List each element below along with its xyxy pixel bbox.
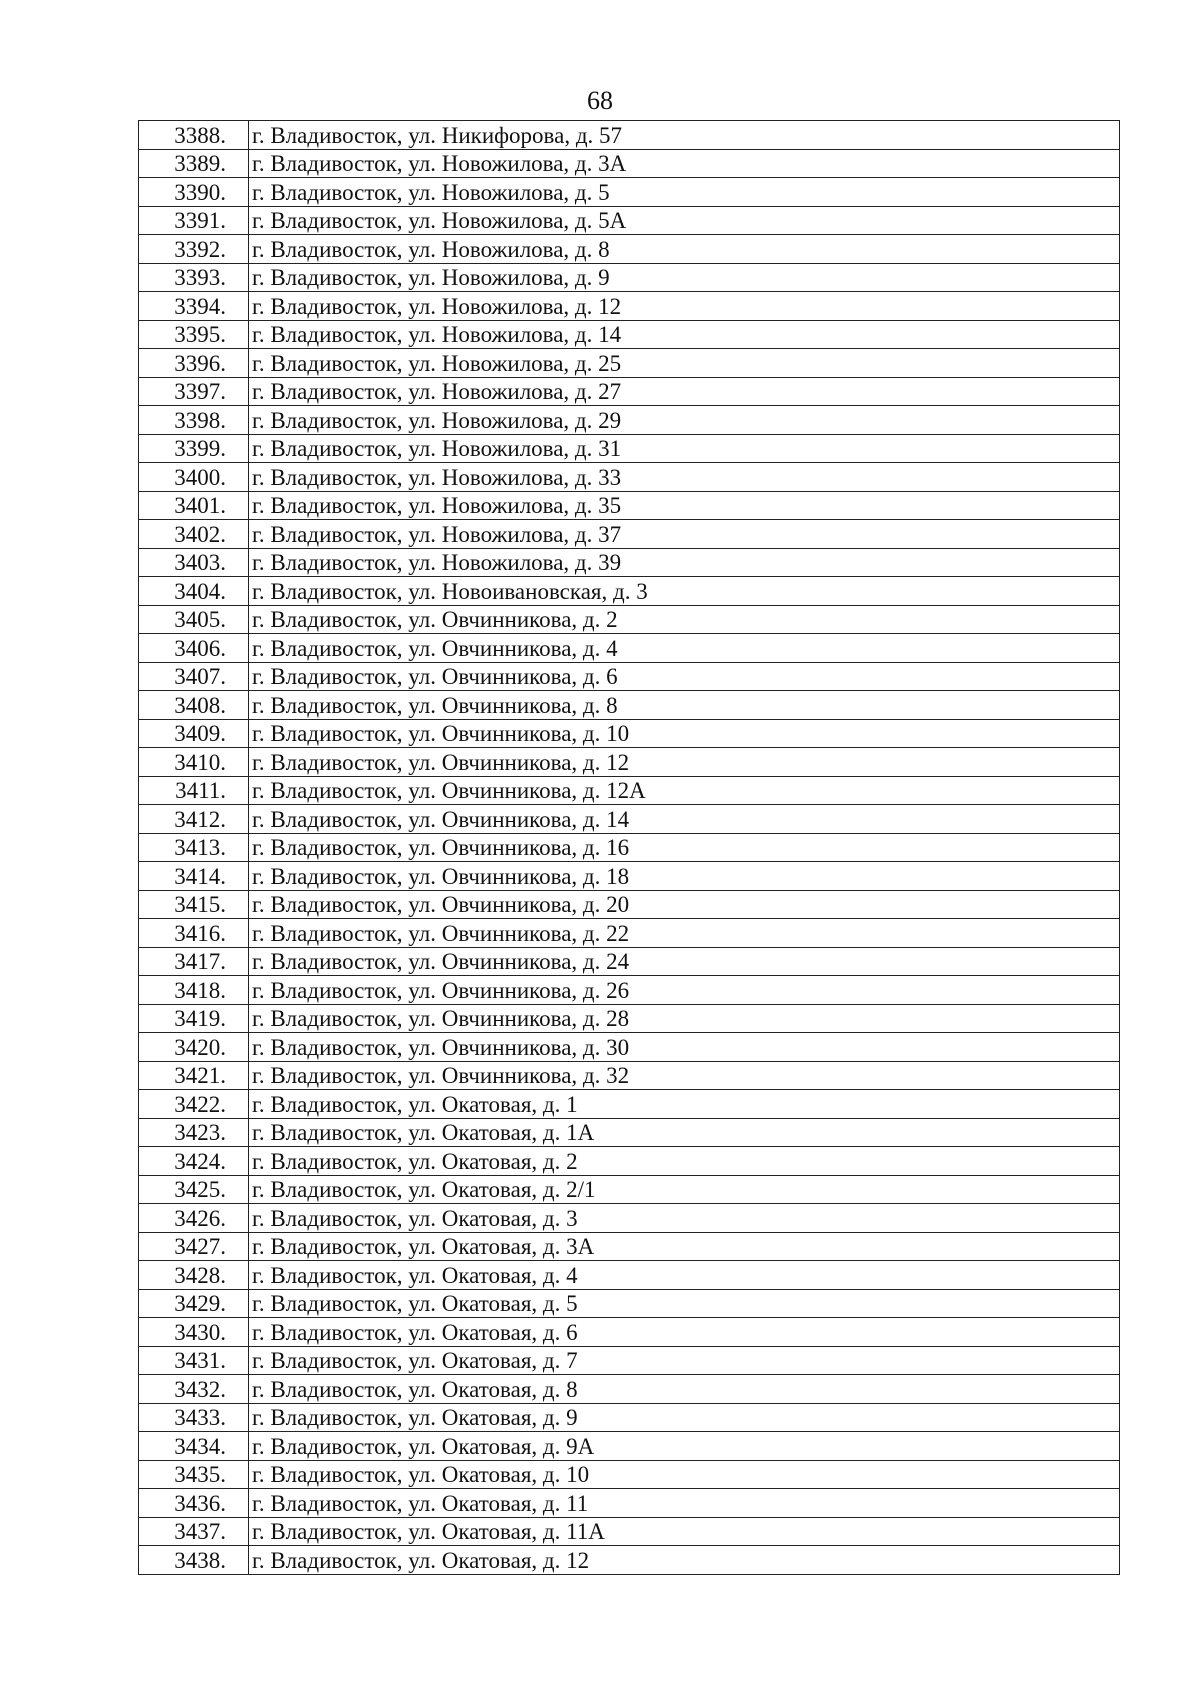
table-row [139, 776, 1120, 805]
table-row [139, 292, 1120, 321]
table-row [139, 520, 1120, 549]
row-number: 3390. [139, 178, 249, 207]
table-row [139, 748, 1120, 777]
address-table-body [139, 121, 1120, 1575]
row-number: 3411. [139, 776, 249, 805]
row-number: 3429. [139, 1289, 249, 1318]
table-row [139, 1261, 1120, 1290]
table-row [139, 1432, 1120, 1461]
row-address: г. Владивосток, ул. Новожилова, д. 39 [249, 548, 1120, 577]
row-number: 3422. [139, 1090, 249, 1119]
row-address: г. Владивосток, ул. Овчинникова, д. 10 [249, 719, 1120, 748]
row-address: г. Владивосток, ул. Овчинникова, д. 24 [249, 947, 1120, 976]
table-row [139, 691, 1120, 720]
row-number: 3388. [139, 121, 249, 150]
row-address: г. Владивосток, ул. Овчинникова, д. 26 [249, 976, 1120, 1005]
row-number: 3435. [139, 1460, 249, 1489]
row-number: 3425. [139, 1175, 249, 1204]
row-address: г. Владивосток, ул. Овчинникова, д. 12 [249, 748, 1120, 777]
table-row [139, 377, 1120, 406]
row-number: 3408. [139, 691, 249, 720]
row-number: 3402. [139, 520, 249, 549]
row-number: 3418. [139, 976, 249, 1005]
table-row [139, 1004, 1120, 1033]
row-number: 3406. [139, 634, 249, 663]
row-number: 3420. [139, 1033, 249, 1062]
row-address: г. Владивосток, ул. Окатовая, д. 10 [249, 1460, 1120, 1489]
row-number: 3403. [139, 548, 249, 577]
row-number: 3395. [139, 320, 249, 349]
row-number: 3417. [139, 947, 249, 976]
table-row [139, 1375, 1120, 1404]
table-row [139, 548, 1120, 577]
row-address: г. Владивосток, ул. Овчинникова, д. 8 [249, 691, 1120, 720]
row-address: г. Владивосток, ул. Новожилова, д. 29 [249, 406, 1120, 435]
table-row [139, 1460, 1120, 1489]
row-address: г. Владивосток, ул. Новожилова, д. 35 [249, 491, 1120, 520]
row-address: г. Владивосток, ул. Овчинникова, д. 16 [249, 833, 1120, 862]
row-number: 3433. [139, 1403, 249, 1432]
row-address: г. Владивосток, ул. Овчинникова, д. 2 [249, 605, 1120, 634]
row-address: г. Владивосток, ул. Овчинникова, д. 32 [249, 1061, 1120, 1090]
address-table [138, 120, 1120, 1575]
row-address: г. Владивосток, ул. Окатовая, д. 3А [249, 1232, 1120, 1261]
row-number: 3410. [139, 748, 249, 777]
table-row [139, 1175, 1120, 1204]
table-row [139, 1204, 1120, 1233]
table-row [139, 919, 1120, 948]
row-address: г. Владивосток, ул. Овчинникова, д. 12А [249, 776, 1120, 805]
table-row [139, 463, 1120, 492]
row-number: 3394. [139, 292, 249, 321]
table-row [139, 263, 1120, 292]
row-address: г. Владивосток, ул. Новожилова, д. 25 [249, 349, 1120, 378]
row-address: г. Владивосток, ул. Окатовая, д. 2 [249, 1147, 1120, 1176]
row-address: г. Владивосток, ул. Овчинникова, д. 22 [249, 919, 1120, 948]
row-address: г. Владивосток, ул. Овчинникова, д. 20 [249, 890, 1120, 919]
row-address: г. Владивосток, ул. Окатовая, д. 12 [249, 1546, 1120, 1575]
row-address: г. Владивосток, ул. Овчинникова, д. 28 [249, 1004, 1120, 1033]
row-number: 3428. [139, 1261, 249, 1290]
row-address: г. Владивосток, ул. Новоивановская, д. 3 [249, 577, 1120, 606]
table-row [139, 605, 1120, 634]
table-row [139, 1517, 1120, 1546]
row-address: г. Владивосток, ул. Окатовая, д. 7 [249, 1346, 1120, 1375]
row-number: 3416. [139, 919, 249, 948]
table-row [139, 121, 1120, 150]
row-address: г. Владивосток, ул. Окатовая, д. 9А [249, 1432, 1120, 1461]
table-row [139, 1346, 1120, 1375]
row-address: г. Владивосток, ул. Окатовая, д. 1А [249, 1118, 1120, 1147]
table-row [139, 1232, 1120, 1261]
row-address: г. Владивосток, ул. Овчинникова, д. 14 [249, 805, 1120, 834]
row-address: г. Владивосток, ул. Новожилова, д. 37 [249, 520, 1120, 549]
row-address: г. Владивосток, ул. Новожилова, д. 9 [249, 263, 1120, 292]
table-row [139, 491, 1120, 520]
row-address: г. Владивосток, ул. Новожилова, д. 3А [249, 149, 1120, 178]
row-address: г. Владивосток, ул. Новожилова, д. 31 [249, 434, 1120, 463]
row-number: 3427. [139, 1232, 249, 1261]
table-row [139, 833, 1120, 862]
row-number: 3414. [139, 862, 249, 891]
row-address: г. Владивосток, ул. Овчинникова, д. 4 [249, 634, 1120, 663]
row-number: 3437. [139, 1517, 249, 1546]
table-row [139, 1118, 1120, 1147]
row-number: 3404. [139, 577, 249, 606]
row-address: г. Владивосток, ул. Овчинникова, д. 18 [249, 862, 1120, 891]
table-row [139, 1403, 1120, 1432]
row-number: 3397. [139, 377, 249, 406]
table-row [139, 1489, 1120, 1518]
row-number: 3396. [139, 349, 249, 378]
row-number: 3405. [139, 605, 249, 634]
row-number: 3413. [139, 833, 249, 862]
table-row [139, 662, 1120, 691]
table-row [139, 406, 1120, 435]
table-row [139, 1033, 1120, 1062]
table-row [139, 947, 1120, 976]
row-address: г. Владивосток, ул. Никифорова, д. 57 [249, 121, 1120, 150]
row-number: 3412. [139, 805, 249, 834]
row-number: 3432. [139, 1375, 249, 1404]
table-row [139, 805, 1120, 834]
table-row [139, 320, 1120, 349]
table-row [139, 1061, 1120, 1090]
row-number: 3434. [139, 1432, 249, 1461]
table-row [139, 1147, 1120, 1176]
row-number: 3401. [139, 491, 249, 520]
table-row [139, 862, 1120, 891]
row-number: 3424. [139, 1147, 249, 1176]
row-address: г. Владивосток, ул. Окатовая, д. 4 [249, 1261, 1120, 1290]
row-number: 3399. [139, 434, 249, 463]
table-row [139, 1289, 1120, 1318]
row-address: г. Владивосток, ул. Окатовая, д. 1 [249, 1090, 1120, 1119]
row-number: 3400. [139, 463, 249, 492]
table-row [139, 634, 1120, 663]
table-row [139, 149, 1120, 178]
row-address: г. Владивосток, ул. Окатовая, д. 6 [249, 1318, 1120, 1347]
row-number: 3423. [139, 1118, 249, 1147]
row-number: 3426. [139, 1204, 249, 1233]
table-row [139, 349, 1120, 378]
table-row [139, 1318, 1120, 1347]
table-row [139, 1546, 1120, 1575]
row-number: 3392. [139, 235, 249, 264]
row-address: г. Владивосток, ул. Окатовая, д. 3 [249, 1204, 1120, 1233]
table-row [139, 206, 1120, 235]
page-number: 68 [587, 86, 613, 115]
row-number: 3438. [139, 1546, 249, 1575]
row-number: 3409. [139, 719, 249, 748]
table-row [139, 719, 1120, 748]
row-address: г. Владивосток, ул. Овчинникова, д. 30 [249, 1033, 1120, 1062]
row-number: 3421. [139, 1061, 249, 1090]
table-row [139, 976, 1120, 1005]
row-address: г. Владивосток, ул. Окатовая, д. 5 [249, 1289, 1120, 1318]
row-address: г. Владивосток, ул. Новожилова, д. 5 [249, 178, 1120, 207]
row-address: г. Владивосток, ул. Окатовая, д. 11 [249, 1489, 1120, 1518]
row-number: 3431. [139, 1346, 249, 1375]
table-row [139, 890, 1120, 919]
table-row [139, 1090, 1120, 1119]
row-address: г. Владивосток, ул. Новожилова, д. 14 [249, 320, 1120, 349]
row-number: 3419. [139, 1004, 249, 1033]
row-number: 3391. [139, 206, 249, 235]
row-number: 3415. [139, 890, 249, 919]
row-address: г. Владивосток, ул. Окатовая, д. 8 [249, 1375, 1120, 1404]
row-address: г. Владивосток, ул. Новожилова, д. 27 [249, 377, 1120, 406]
table-row [139, 235, 1120, 264]
row-number: 3393. [139, 263, 249, 292]
row-number: 3398. [139, 406, 249, 435]
table-row [139, 577, 1120, 606]
table-row [139, 178, 1120, 207]
row-address: г. Владивосток, ул. Новожилова, д. 8 [249, 235, 1120, 264]
row-address: г. Владивосток, ул. Окатовая, д. 11А [249, 1517, 1120, 1546]
row-number: 3436. [139, 1489, 249, 1518]
row-number: 3407. [139, 662, 249, 691]
row-address: г. Владивосток, ул. Новожилова, д. 33 [249, 463, 1120, 492]
row-address: г. Владивосток, ул. Новожилова, д. 12 [249, 292, 1120, 321]
row-address: г. Владивосток, ул. Овчинникова, д. 6 [249, 662, 1120, 691]
row-number: 3389. [139, 149, 249, 178]
row-address: г. Владивосток, ул. Окатовая, д. 2/1 [249, 1175, 1120, 1204]
row-number: 3430. [139, 1318, 249, 1347]
row-address: г. Владивосток, ул. Окатовая, д. 9 [249, 1403, 1120, 1432]
table-row [139, 434, 1120, 463]
row-address: г. Владивосток, ул. Новожилова, д. 5А [249, 206, 1120, 235]
